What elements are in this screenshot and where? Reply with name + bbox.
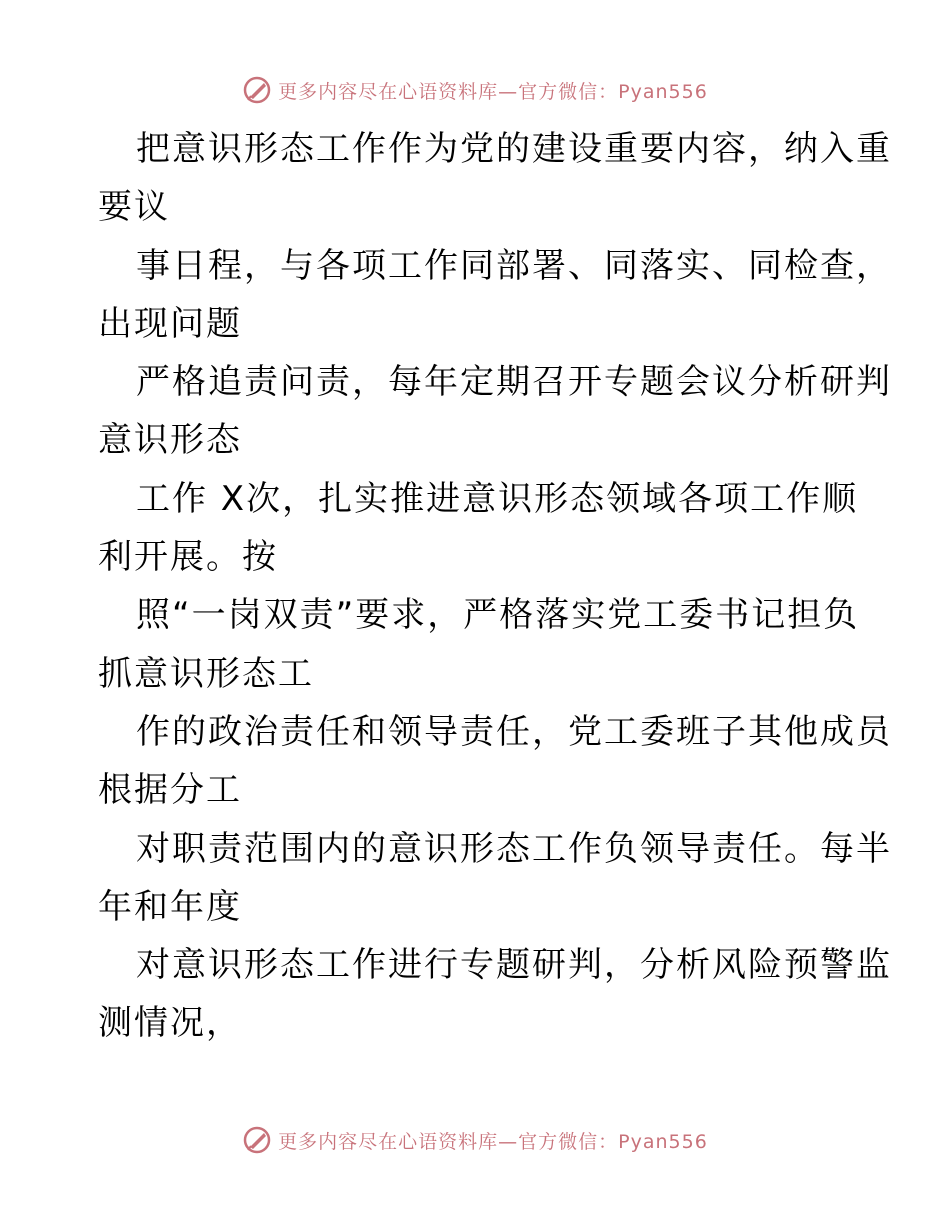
text-line: 工作 X次，扎实推进意识形态领域各项工作顺 [136, 478, 859, 519]
text-line: 要议 [98, 187, 170, 228]
text-line: 严格追责问责，每年定期召开专题会议分析研判 [136, 362, 892, 403]
text-line: 把意识形态工作作为党的建设重要内容，纳入重 [136, 129, 892, 169]
document-body [98, 120, 892, 1053]
text-line: 测情况， [98, 1003, 242, 1044]
text-line: 事日程，与各项工作同部署、同落实、同检查， [136, 245, 892, 286]
text-line: 年和年度 [98, 886, 242, 927]
text-line: 根据分工 [98, 770, 242, 811]
text-line: 出现问题 [98, 303, 242, 344]
text-line: 抓意识形态工 [98, 653, 314, 694]
text-line: 对意识形态工作进行专题研判，分析风险预警监 [136, 945, 892, 986]
text-line: 照“一岗双责”要求，严格落实党工委书记担负 [136, 595, 860, 636]
text-line: 利开展。按 [98, 537, 278, 578]
footer-banner [0, 1120, 950, 1160]
quill-logo-icon [242, 1125, 272, 1155]
text-line: 意识形态 [98, 420, 242, 461]
quill-logo-icon [242, 75, 272, 105]
text-line: 对职责范围内的意识形态工作负领导责任。每半 [136, 828, 892, 869]
text-line: 作的政治责任和领导责任，党工委班子其他成员 [136, 711, 892, 752]
header-banner [0, 70, 950, 110]
footer-banner-text: 更多内容尽在心语资料库—官方微信：Pyan556 [278, 1130, 708, 1153]
header-banner-text: 更多内容尽在心语资料库—官方微信：Pyan556 [278, 80, 708, 103]
